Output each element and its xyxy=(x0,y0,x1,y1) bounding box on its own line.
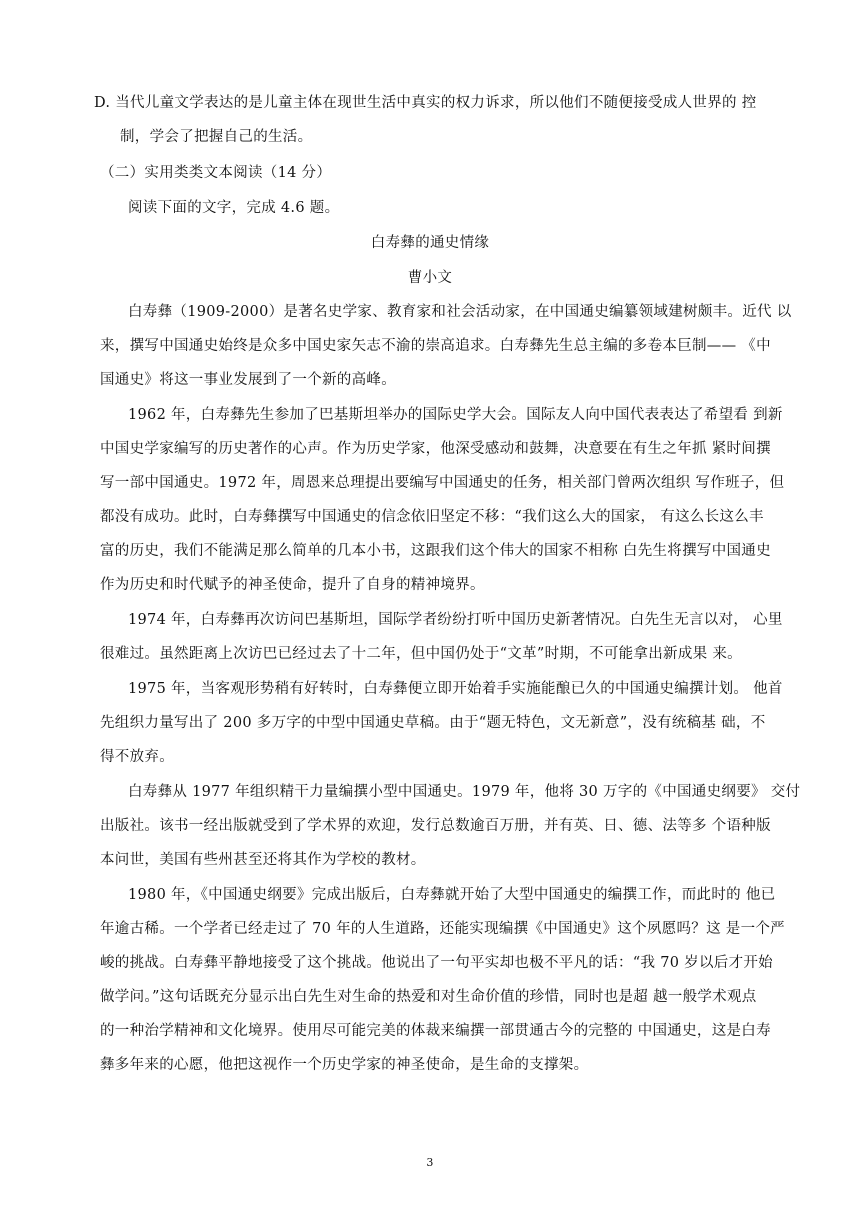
paragraph-line: 1962 年，白寿彝先生参加了巴基斯坦举办的国际史学大会。国际友人向中国代表表达了希望看 到新 xyxy=(128,407,783,423)
paragraph-line: 年逾古稀。一个学者已经走过了 70 年的人生道路，还能实现编撰《中国通史》这个夙愿吗？这 是一个严 xyxy=(100,921,785,937)
paragraph-line: 写一部中国通史。1972 年，周恩来总理提出要编写中国通史的任务，相关部门曾两次组织 写作班子，但 xyxy=(100,475,785,491)
paragraph-line: 做学问。”这句话既充分显示出白先生对生命的热爱和对生命价值的珍惜，同时也是超 越一般学术观点 xyxy=(100,989,757,1005)
paragraph-line: 峻的挑战。白寿彝平静地接受了这个挑战。他说出了一句平实却也极不平凡的话：“我 70 岁以后才开始 xyxy=(100,955,773,971)
page-number: 3 xyxy=(426,1156,434,1169)
paragraph-line: 1980 年，《中国通史纲要》完成出版后，白寿彝就开始了大型中国通史的编撰工作，而此时的 他已 xyxy=(128,887,776,903)
paragraph-line: 1975 年，当客观形势稍有好转时，白寿彝便立即开始着手实施能酿已久的中国通史编撰计划。 他首 xyxy=(128,681,783,697)
option-d-line-2: 制，学会了把握自己的生活。 xyxy=(120,129,313,145)
paragraph-line: 先组织力量写出了 200 多万字的中型中国通史草稿。由于“题无特色，文无新意”，没有统稿基 础，不 xyxy=(100,715,766,731)
paragraph-line: 富的历史，我们不能满足那么简单的几本小书，这跟我们这个伟大的国家不相称 白先生将撰写中国通史 xyxy=(100,543,771,559)
paragraph-line: 作为历史和时代赋予的神圣使命，提升了自身的精神境界。 xyxy=(100,577,485,593)
paragraph-line: 国通史》将这一事业发展到了一个新的高峰。 xyxy=(100,372,396,388)
paragraph-line: 的一种治学精神和文化境界。使用尽可能完美的体裁来编撰一部贯通古今的完整的 中国通史，这是白寿 xyxy=(100,1023,771,1039)
paragraph-line: 出版社。该书一经出版就受到了学术界的欢迎，发行总数逾百万册，并有英、日、德、法等多 个语种版 xyxy=(100,818,771,834)
article-title: 白寿彝的通史情缘 xyxy=(370,235,490,251)
paragraph-line: 白寿彝从 1977 年组织精干力量编撰小型中国通史。1979 年，他将 30 万字的《中国通史纲要》 交付 xyxy=(128,784,801,800)
section-heading: （二）实用类类文本阅读（14 分） xyxy=(100,165,332,181)
paragraph-line: 来，撰写中国通史始终是众多中国史家矢志不渝的崇高追求。白寿彝先生总主编的多卷本巨制—— 《中 xyxy=(100,338,771,354)
paragraph-line: 彝多年来的心愿，他把这视作一个历史学家的神圣使命，是生命的支撑架。 xyxy=(100,1057,589,1073)
paragraph-line: 都没有成功。此时，白寿彝撰写中国通史的信念依旧坚定不移：“我们这么大的国家， 有这么长这么丰 xyxy=(100,509,764,525)
paragraph-line: 白寿彝（1909-2000）是著名史学家、教育家和社会活动家，在中国通史编纂领域建树颇丰。近代 以 xyxy=(128,304,792,320)
paragraph-line: 1974 年，白寿彝再次访问巴基斯坦，国际学者纷纷打听中国历史新著情况。白先生无言以对， 心里 xyxy=(128,612,783,628)
instruction-text: 阅读下面的文字，完成 4.6 题。 xyxy=(128,200,340,216)
paragraph-line: 得不放弃。 xyxy=(100,749,174,765)
paragraph-line: 本问世，美国有些州甚至还将其作为学校的教材。 xyxy=(100,852,426,868)
option-d-line-1: D. 当代儿童文学表达的是儿童主体在现世生活中真实的权力诉求，所以他们不随便接受成人世界的 控 xyxy=(94,95,757,111)
paragraph-line: 很难过。虽然距离上次访巴已经过去了十二年，但中国仍处于“文革”时期，不可能拿出新成果 来。 xyxy=(100,646,742,662)
article-author: 曹小文 xyxy=(407,270,453,286)
paragraph-line: 中国史学家编写的历史著作的心声。作为历史学家，他深受感动和鼓舞，决意要在有生之年抓 紧时间撰 xyxy=(100,441,771,457)
